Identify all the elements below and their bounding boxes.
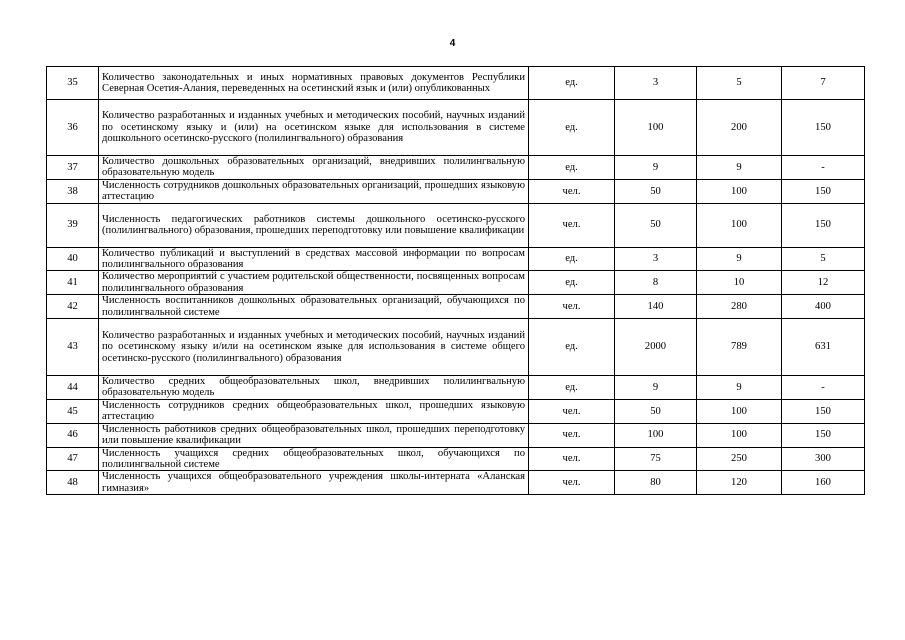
indicator-description: Численность учащихся средних общеобразовательных школ, обучающихся по полилингвальной системе <box>99 447 529 471</box>
value-cell: 50 <box>615 179 697 203</box>
value-cell: 3 <box>615 67 697 100</box>
value-cell: 150 <box>782 203 865 247</box>
unit-of-measure: ед. <box>529 156 615 180</box>
table-row <box>47 447 865 471</box>
value-cell: 9 <box>615 376 697 400</box>
row-number: 40 <box>47 247 99 271</box>
row-number: 43 <box>47 319 99 376</box>
table-row <box>47 156 865 180</box>
value-cell: 2000 <box>615 319 697 376</box>
value-cell: 150 <box>782 100 865 156</box>
row-number: 38 <box>47 179 99 203</box>
indicator-description: Численность работников средних общеобразовательных школ, прошедших переподготовку или повышение квалификации <box>99 423 529 447</box>
value-cell: 9 <box>697 247 782 271</box>
value-cell: 100 <box>697 203 782 247</box>
unit-of-measure: чел. <box>529 471 615 495</box>
value-cell: 50 <box>615 203 697 247</box>
value-cell: 120 <box>697 471 782 495</box>
unit-of-measure: чел. <box>529 203 615 247</box>
unit-of-measure: ед. <box>529 376 615 400</box>
indicators-table <box>46 66 865 495</box>
row-number: 36 <box>47 100 99 156</box>
value-cell: 160 <box>782 471 865 495</box>
value-cell: 300 <box>782 447 865 471</box>
value-cell: - <box>782 156 865 180</box>
value-cell: 631 <box>782 319 865 376</box>
row-number: 46 <box>47 423 99 447</box>
row-number: 42 <box>47 295 99 319</box>
row-number: 41 <box>47 271 99 295</box>
indicator-description: Количество публикаций и выступлений в средствах массовой информации по вопросам полилингвального образования <box>99 247 529 271</box>
value-cell: 150 <box>782 423 865 447</box>
unit-of-measure: ед. <box>529 100 615 156</box>
value-cell: 280 <box>697 295 782 319</box>
row-number: 48 <box>47 471 99 495</box>
unit-of-measure: ед. <box>529 247 615 271</box>
table-row <box>47 247 865 271</box>
row-number: 44 <box>47 376 99 400</box>
value-cell: 9 <box>615 156 697 180</box>
table-row <box>47 423 865 447</box>
value-cell: 12 <box>782 271 865 295</box>
indicator-description: Количество разработанных и изданных учебных и методических пособий, научных изданий по осетинскому языку и (или) на осетинском языке для использования в системе дошкольного осетинско-русского (полилингвального) образования <box>99 100 529 156</box>
table-row <box>47 399 865 423</box>
value-cell: 400 <box>782 295 865 319</box>
unit-of-measure: чел. <box>529 179 615 203</box>
value-cell: 5 <box>782 247 865 271</box>
indicator-description: Численность сотрудников дошкольных образовательных организаций, прошедших языковую аттестацию <box>99 179 529 203</box>
indicator-description: Численность сотрудников средних общеобразовательных школ, прошедших языковую аттестацию <box>99 399 529 423</box>
row-number: 35 <box>47 67 99 100</box>
indicator-description: Количество средних общеобразовательных школ, внедривших полилингвальную образовательную модель <box>99 376 529 400</box>
indicator-description: Количество мероприятий с участием родительской общественности, посвященных вопросам полилингвального образования <box>99 271 529 295</box>
value-cell: 100 <box>615 100 697 156</box>
value-cell: 100 <box>697 179 782 203</box>
value-cell: 3 <box>615 247 697 271</box>
value-cell: 200 <box>697 100 782 156</box>
unit-of-measure: ед. <box>529 67 615 100</box>
value-cell: 80 <box>615 471 697 495</box>
value-cell: 50 <box>615 399 697 423</box>
table-row <box>47 271 865 295</box>
value-cell: 9 <box>697 156 782 180</box>
value-cell: 100 <box>697 423 782 447</box>
table-row <box>47 295 865 319</box>
unit-of-measure: чел. <box>529 447 615 471</box>
unit-of-measure: чел. <box>529 423 615 447</box>
value-cell: 7 <box>782 67 865 100</box>
unit-of-measure: чел. <box>529 399 615 423</box>
row-number: 39 <box>47 203 99 247</box>
row-number: 37 <box>47 156 99 180</box>
value-cell: 9 <box>697 376 782 400</box>
value-cell: 150 <box>782 399 865 423</box>
value-cell: 250 <box>697 447 782 471</box>
table-row <box>47 203 865 247</box>
value-cell: 789 <box>697 319 782 376</box>
value-cell: 150 <box>782 179 865 203</box>
unit-of-measure: чел. <box>529 295 615 319</box>
value-cell: 100 <box>615 423 697 447</box>
table-row <box>47 376 865 400</box>
table-row <box>47 67 865 100</box>
table-row <box>47 179 865 203</box>
indicator-description: Численность воспитанников дошкольных образовательных организаций, обучающихся по полилингвальной системе <box>99 295 529 319</box>
indicator-description: Численность учащихся общеобразовательного учреждения школы-интерната «Аланская гимназия» <box>99 471 529 495</box>
row-number: 45 <box>47 399 99 423</box>
value-cell: 10 <box>697 271 782 295</box>
table-row <box>47 100 865 156</box>
page-number: 4 <box>449 38 456 49</box>
indicator-description: Количество дошкольных образовательных организаций, внедривших полилингвальную образовательную модель <box>99 156 529 180</box>
table-row <box>47 471 865 495</box>
value-cell: 100 <box>697 399 782 423</box>
value-cell: 75 <box>615 447 697 471</box>
unit-of-measure: ед. <box>529 319 615 376</box>
indicator-description: Количество законодательных и иных нормативных правовых документов Республики Северная Осетия-Алания, переведенных на осетинский язык и (или) опубликованных <box>99 67 529 100</box>
value-cell: 140 <box>615 295 697 319</box>
unit-of-measure: ед. <box>529 271 615 295</box>
value-cell: 8 <box>615 271 697 295</box>
value-cell: 5 <box>697 67 782 100</box>
indicator-description: Численность педагогических работников системы дошкольного осетинско-русского (полилингвального) образования, прошедших переподготовку или повышение квалификации <box>99 203 529 247</box>
table-row <box>47 319 865 376</box>
row-number: 47 <box>47 447 99 471</box>
value-cell: - <box>782 376 865 400</box>
indicator-description: Количество разработанных и изданных учебных и методических пособий, научных изданий по осетинскому языку и/или на осетинском языке для использования в системе общего осетинско-русского (полилингвального) образования <box>99 319 529 376</box>
